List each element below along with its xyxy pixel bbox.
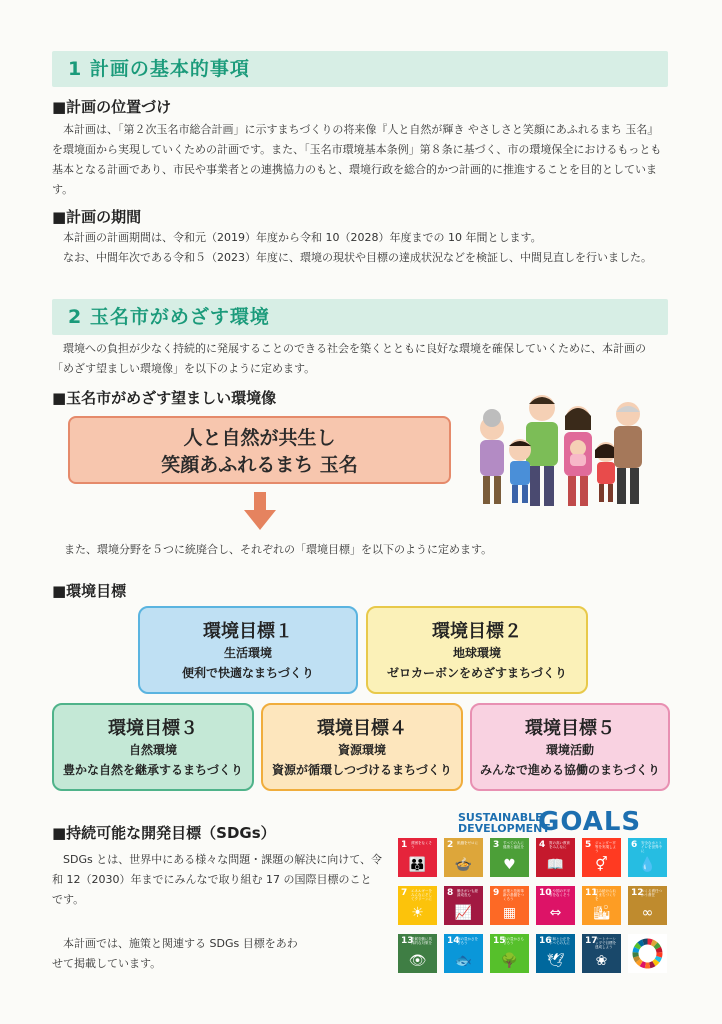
sdg-4-icon: 📖 [546,857,565,873]
sdg-number: 10 [539,888,552,898]
sdg-tile-2 [444,838,483,877]
sdg-number: 6 [631,840,638,850]
sdg-tile-12 [628,886,667,925]
after-vision-paragraph: また、環境分野を５つに統廃合し、それぞれの「環境目標」を以下のように定めます。 [64,543,493,556]
sdg-label: つくる責任つかう責任 [641,889,662,897]
goal-2-title: 環境目標２ [432,621,522,642]
sdg-label: エネルギーをみんなにそしてクリーンに [411,889,432,901]
sdg-number: 7 [401,888,408,898]
sdg-number: 8 [447,888,454,898]
goals-heading: ■環境目標 [52,582,127,600]
vision-box [68,416,451,484]
sdg-label: 人や国の不平等をなくそう [549,889,570,897]
down-arrow-shaft [254,492,266,510]
sdg-number: 16 [539,936,552,946]
sdg-tile-15 [490,934,529,973]
goal-4-desc: 資源が循環しつづけるまちづくり [272,763,452,777]
sdg-9-icon: ▦ [502,905,517,921]
goal-1-desc: 便利で快適なまちづくり [182,666,314,680]
section-2-intro [52,339,667,379]
sdg-label: ジェンダー平等を実現しよう [595,841,616,853]
sdg-tile-16 [536,934,575,973]
sdgs-text-2 [52,934,302,974]
sdg-label: 安全な水とトイレを世界中に [641,841,662,853]
goal-3-title: 環境目標３ [108,718,198,739]
sdgs-tile-grid [398,838,668,982]
sdgs-heading: ■持続可能な開発目標（SDGs） [52,824,276,842]
sdg-label: 気候変動に具体的な対策を [411,937,432,945]
sdg-number: 12 [631,888,644,898]
sdg-number: 1 [401,840,408,850]
sdg-label: 海の豊かさを守ろう [457,937,478,945]
goal-5-desc: みんなで進める協働のまちづくり [480,763,660,777]
sdg-17-icon: ❀ [595,953,608,969]
sdgs-paragraph-2: 本計画では、施策と関連する SDGs 目標をあわせて掲載しています。 [52,937,298,970]
sdg-number: 2 [447,840,454,850]
sdg-12-icon: ∞ [641,905,654,921]
sdg-number: 15 [493,936,506,946]
sdg-tile-8 [444,886,483,925]
sdgs-wheel-icon [628,934,667,973]
sdg-tile-3 [490,838,529,877]
sdgs-paragraph-1: SDGs とは、世界中にある様々な問題・課題の解決に向けて、令和 12（2030）年までにみんなで取り組む 17 の国際目標のことです。 [52,853,382,906]
goal-4-field: 資源環境 [337,743,386,757]
sdg-6-icon: 💧 [638,857,657,873]
vision-line-1: 人と自然が共生し [183,427,336,449]
sdgs-logo-line-1: SUSTAINABLE [458,811,543,824]
sdg-number: 14 [447,936,460,946]
sdg-tile-7 [398,886,437,925]
sdg-number: 17 [585,936,598,946]
sdg-label: 産業と技術革新の基盤をつくろう [503,889,524,901]
sdg-label: 貧困をなくそう [411,841,432,849]
positioning-heading: ■計画の位置づけ [52,98,172,116]
sdg-tile-5 [582,838,621,877]
sdg-tile-10 [536,886,575,925]
sdg-number: 11 [585,888,598,898]
goal-2-field: 地球環境 [452,646,501,660]
sdg-8-icon: 📈 [454,905,473,921]
goal-5-field: 環境活動 [545,743,594,757]
sdg-tile-11 [582,886,621,925]
sdg-label: パートナーシップで目標を達成しよう [595,937,617,949]
positioning-text [52,120,667,200]
sdg-number: 5 [585,840,592,850]
section-1-title: 1 計画の基本的事項 [68,58,250,80]
sdg-13-icon: 👁 [408,953,427,969]
sdg-15-icon: 🌳 [500,953,519,969]
goal-2-desc: ゼロカーボンをめざすまちづくり [387,666,567,680]
goal-3-desc: 豊かな自然を継承するまちづくり [63,763,243,777]
sdg-label: 飢餓をゼロに [457,841,478,845]
after-vision-text [64,540,679,560]
sdg-number: 4 [539,840,546,850]
down-arrow-icon [244,510,276,530]
sdg-wheel-tile [628,934,667,973]
sdg-label: 働きがいも経済成長も [457,889,478,897]
sdgs-goals-word: GOALS [538,807,642,837]
goal-1-box [138,606,358,694]
intro-paragraph: 環境への負担が少なく持続的に発展することのできる社会を築くとともに良好な環境を確保していくために、本計画の「めざす望ましい環境像」を以下のように定めます。 [52,342,646,375]
goal-5-box [470,703,670,791]
sdg-number: 9 [493,888,500,898]
period-paragraph-1: 本計画の計画期間は、令和元（2019）年度から令和 10（2028）年度までの 10 年間とします。 [63,231,542,244]
sdg-3-icon: ♥ [503,857,516,873]
sdg-tile-1 [398,838,437,877]
period-paragraph-2: なお、中間年次である令和５（2023）年度に、環境の現状や目標の達成状況などを検証し、中間見直しを行いました。 [63,251,652,264]
goal-2-box [366,606,588,694]
sdg-label: 陸の豊かさも守ろう [503,937,524,945]
sdg-tile-14 [444,934,483,973]
sdg-5-icon: ⚥ [595,857,608,873]
sdgs-logo-line-2: DEVELOPMENT [458,822,550,835]
sdg-14-icon: 🐟 [454,953,473,969]
sdg-7-icon: ☀ [411,905,424,921]
goal-5-title: 環境目標５ [525,718,615,739]
goal-1-field: 生活環境 [223,646,272,660]
sdg-tile-17 [582,934,621,973]
sdgs-logo-text [458,812,548,834]
goal-3-field: 自然環境 [128,743,177,757]
sdg-number: 3 [493,840,500,850]
section-2-title: 2 玉名市がめざす環境 [68,306,270,328]
vision-line-2: 笑顔あふれるまち 玉名 [161,454,358,476]
sdg-16-icon: 🕊 [546,953,565,969]
sdg-tile-13 [398,934,437,973]
period-heading: ■計画の期間 [52,208,142,226]
vision-heading: ■玉名市がめざす望ましい環境像 [52,389,277,407]
positioning-paragraph: 本計画は、「第２次玉名市総合計画」に示すまちづくりの将来像『人と自然が輝き やさしさと笑顔にあふれるまち 玉名』を環境面から実現していくための計画です。また、「玉名市環境基本条例」第８条に基づく、市の環境保全におけるもっとも基本となる計画であり、市民や事業者との連携協力のもと、環境行政を総合的かつ計画的に推進することを目的としています。 [52,123,662,196]
sdg-label: すべての人に健康と福祉を [503,841,524,849]
sdg-tile-4 [536,838,575,877]
sdg-tile-9 [490,886,529,925]
sdg-label: 質の高い教育をみんなに [549,841,570,849]
goal-3-box [52,703,254,791]
sdg-label: 住み続けられるまちづくりを [595,889,616,901]
goal-1-title: 環境目標１ [203,621,293,642]
goal-4-title: 環境目標４ [317,718,407,739]
sdg-number: 13 [401,936,414,946]
goal-4-box [261,703,463,791]
sdg-1-icon: 👪 [408,857,427,873]
family-illustration [470,386,650,514]
sdg-tile-6 [628,838,667,877]
sdg-label: 平和と公正をすべての人に [549,937,570,945]
sdg-11-icon: 🏙 [592,905,611,921]
period-text [52,228,667,268]
sdg-10-icon: ⇔ [549,905,562,921]
sdg-2-icon: 🍲 [454,857,473,873]
sdgs-text-1 [52,850,382,910]
